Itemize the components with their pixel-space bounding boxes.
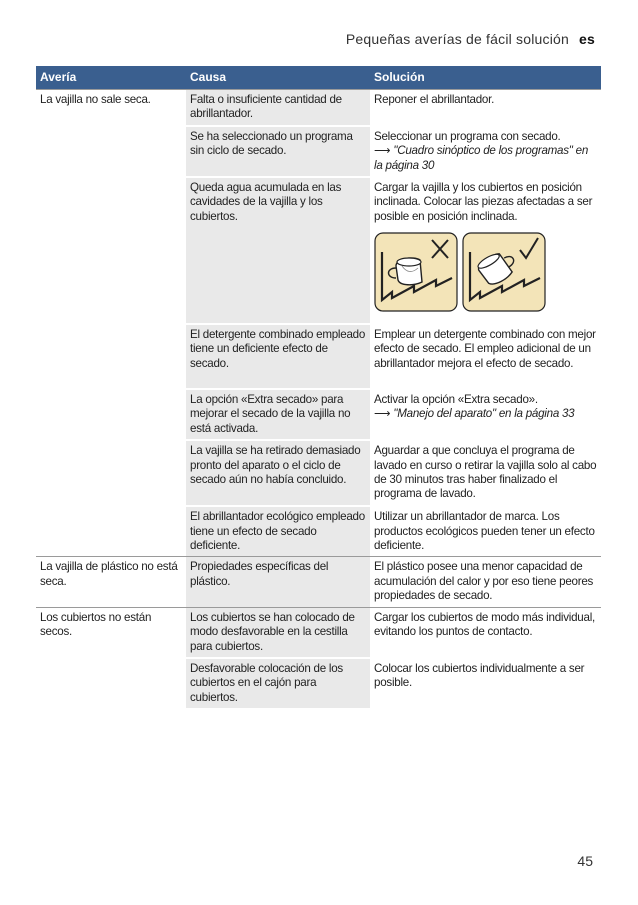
cross-reference[interactable] <box>374 144 597 173</box>
reference-text: "Manejo del aparato" en la página 33 <box>393 407 575 421</box>
troubleshooting-table <box>36 66 601 708</box>
cause-cell: El detergente combinado empleado tiene un deficiente efecto de secado. <box>186 324 370 389</box>
page-header <box>346 31 595 47</box>
solution-cell: Utilizar un abrillantador de marca. Los productos ecológicos pueden tener un efecto deficiente. <box>370 506 601 557</box>
cause-cell: La opción «Extra secado» para mejorar el secado de la vajilla no está activada. <box>186 389 370 440</box>
cause-cell: El abrillantador ecológico empleado tiene un efecto de secado deficiente. <box>186 506 370 557</box>
solution-cell: Cargar los cubiertos de modo más individual, evitando los puntos de contacto. <box>370 607 601 658</box>
solution-cell: Reponer el abrillantador. <box>370 90 601 126</box>
solution-cell: El plástico posee una menor capacidad de acumulación del calor y por eso tiene peores propiedades de secado. <box>370 557 601 607</box>
correct-loading-image <box>462 232 546 312</box>
table-header-row <box>36 66 601 90</box>
cause-cell: Desfavorable colocación de los cubiertos en el cajón para cubiertos. <box>186 658 370 708</box>
arrow-right-icon: ⟶ <box>374 407 391 421</box>
table-row <box>36 557 601 607</box>
cross-reference[interactable] <box>374 407 597 421</box>
cause-cell: La vajilla se ha retirado demasiado pronto del aparato o el ciclo de secado aún no había concluido. <box>186 440 370 506</box>
column-header-fault: Avería <box>36 66 186 90</box>
solution-cell <box>370 389 601 440</box>
cause-cell: Falta o insuficiente cantidad de abrillantador. <box>186 90 370 126</box>
cause-cell: Propiedades específicas del plástico. <box>186 557 370 607</box>
solution-text: Activar la opción «Extra secado». <box>374 393 538 407</box>
column-header-solution: Solución <box>370 66 601 90</box>
cause-cell: Se ha seleccionado un programa sin ciclo de secado. <box>186 126 370 177</box>
fault-cell: Los cubiertos no están secos. <box>36 607 186 708</box>
header-title: Pequeñas averías de fácil solución <box>345 31 570 47</box>
cause-cell: Queda agua acumulada en las cavidades de la vajilla y los cubiertos. <box>186 177 370 324</box>
solution-cell: Aguardar a que concluya el programa de lavado en curso o retirar la vajilla solo al cabo de 30 minutos tras haber finalizado el programa de lavado. <box>370 440 601 506</box>
loading-illustration <box>374 232 597 312</box>
solution-text: Cargar la vajilla y los cubiertos en posición inclinada. Colocar las piezas afectadas a ser posible en posición inclinada. <box>374 181 593 223</box>
solution-cell: Colocar los cubiertos individualmente a ser posible. <box>370 658 601 708</box>
table-row <box>36 607 601 658</box>
cause-cell: Los cubiertos se han colocado de modo desfavorable en la cestilla para cubiertos. <box>186 607 370 658</box>
fault-cell: La vajilla de plástico no está seca. <box>36 557 186 607</box>
solution-cell: Emplear un detergente combinado con mejor efecto de secado. El empleo adicional de un abrillantador mejora el efecto de secado. <box>370 324 601 389</box>
fault-cell: La vajilla no sale seca. <box>36 90 186 557</box>
reference-text: "Cuadro sinóptico de los programas" en la página 30 <box>374 144 589 172</box>
table-row <box>36 90 601 126</box>
solution-cell <box>370 126 601 177</box>
language-code: es <box>579 31 595 47</box>
solution-cell <box>370 177 601 324</box>
arrow-right-icon: ⟶ <box>374 144 391 158</box>
solution-text: Seleccionar un programa con secado. <box>374 129 561 143</box>
page-number: 45 <box>577 853 593 869</box>
wrong-loading-image <box>374 232 458 312</box>
column-header-cause: Causa <box>186 66 370 90</box>
